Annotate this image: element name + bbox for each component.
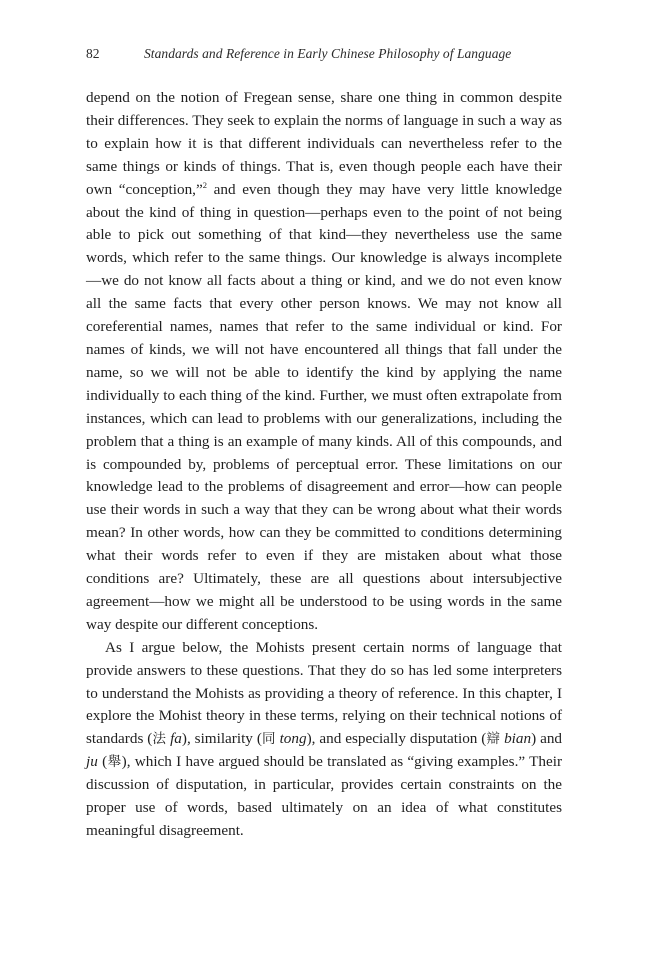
page-number: 82 [86, 46, 100, 61]
paragraph [86, 87, 562, 637]
paragraph-text: ), which I have argued should be translated as “giving examples.” Their discussion of disputation, in particular, provides certain constraints on the proper use of words, based ultimately on an idea of what constitutes meaningful disagreement. [86, 753, 563, 839]
paragraph-text: ), and especially disputation ( [306, 730, 487, 748]
paragraph-text: ) and [531, 730, 563, 748]
romanized-term: fa [170, 730, 182, 748]
romanized-term: tong [279, 730, 307, 748]
chinese-character: 辯 [486, 731, 501, 748]
chinese-character: 法 [152, 731, 167, 748]
paragraph-text: As I argue below, the Mohists present certain norms of language that provide answers to these questions. That they do so has led some interpreters to understand the Mohists as providing a theory of reference. In this chapter, I explore the Mohist theory in these terms, relying on their technical notions of standards ( [86, 638, 562, 748]
chinese-character: 舉 [107, 754, 122, 771]
paragraph-text: and even though they may have very little knowledge about the kind of thing in question—perhaps even to the point of not being able to pick out something of that kind—they nevertheless use the same words, which refer to the same things. Our knowledge is always incomplete—we do not know all facts about a thing or kind, and we do not even know all the same facts that every other person knows. We may not know all coreferential names, names that refer to the same individual or kind. For names of kinds, we will not have encountered all things that fall under the name, so we will not be able to identify the kind by applying the name individually to each thing of the kind. Further, we must often extrapolate from instances, which can lead to problems with our generalizations, including the problem that a thing is an example of many kinds. All of this compounds, and is compounded by, problems of perceptual error. These limitations on our knowledge lead to the problems of disagreement and error—how can people use their words in such a way that they can be wrong about what their words mean? In other words, how can they be committed to conditions determining what their words refer to even if they are mistaken about what those conditions are? Ultimately, these are all questions about intersubjective agreement—how we might all be understood to be using words in the same way despite our different conceptions. [86, 180, 562, 633]
footnote-marker: 2 [202, 179, 207, 190]
chinese-character: 同 [261, 731, 276, 748]
running-head: Standards and Reference in Early Chinese Philosophy of Language [144, 46, 512, 61]
body-text [86, 87, 562, 843]
paragraph [86, 637, 562, 843]
paragraph-text: depend on the notion of Fregean sense, share one thing in common despite their differences. They seek to explain the norms of language in such a way as to explain how it is that different individuals can nevertheless refer to the same things or kinds of things. That is, even though people each have their own “conception,” [86, 89, 562, 198]
page-header [86, 46, 566, 66]
romanized-term: bian [504, 730, 532, 748]
romanized-term: ju [86, 753, 98, 771]
paragraph-text: ( [97, 753, 108, 771]
paragraph-text: ), similarity ( [181, 730, 262, 748]
